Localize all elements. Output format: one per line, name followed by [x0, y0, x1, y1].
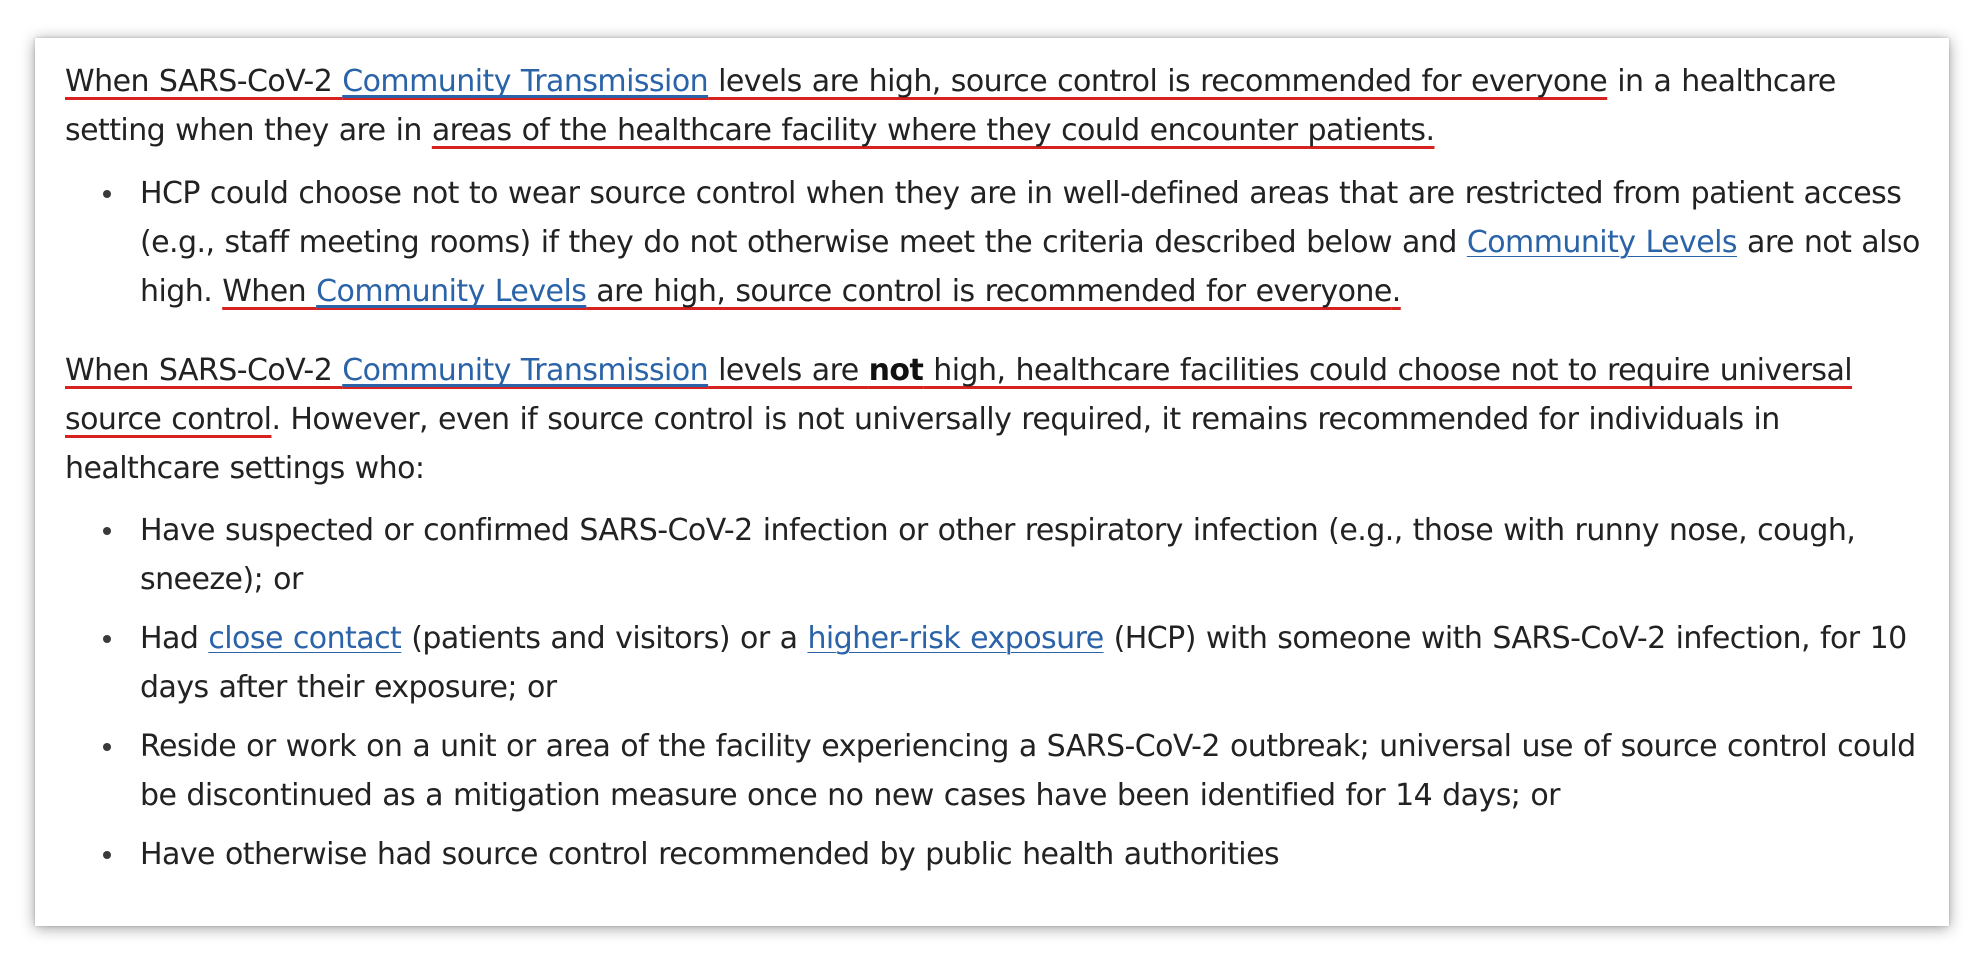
list-item [65, 506, 1925, 604]
list2-item4-text: Have otherwise had source control recommended by public health authorities [140, 837, 1280, 872]
para2-rest: high, healthcare facilities could choose not to require universal source control [65, 353, 1853, 437]
bullet-icon [103, 743, 111, 751]
list2-item2-post: (HCP) with someone with SARS-CoV-2 infection, for 10 days after their exposure; or [140, 621, 1907, 705]
bullet-icon [103, 527, 111, 535]
guidance-content [65, 57, 1925, 889]
bullet-icon [103, 190, 111, 198]
list2-item2-pre: Had [140, 621, 209, 656]
highlighted-statement-community-levels [222, 274, 1401, 309]
bullet-icon [103, 851, 111, 859]
highlighted-statement-patient-areas: areas of the healthcare facility where they could encounter patients. [431, 113, 1435, 148]
hcp-exception-list [65, 169, 1925, 316]
bullet-icon [103, 635, 111, 643]
list2-item1-text: Have suspected or confirmed SARS-CoV-2 infection or other respiratory infection (e.g., those with runny nose, cough, sneeze); or [140, 513, 1856, 597]
para2-levels-are: levels are [708, 353, 869, 388]
list-item [65, 169, 1925, 316]
community-levels-link[interactable]: Community Levels [1466, 225, 1737, 260]
list1-item1-text2: are not also high. [140, 225, 1920, 309]
list1-item1-text3: are high, source control is recommended for everyone [586, 274, 1392, 309]
list-item [65, 830, 1925, 879]
paragraph-not-high-transmission [65, 346, 1925, 493]
para1-prefix: When SARS-CoV-2 [65, 64, 343, 99]
highlighted-statement-everyone [65, 64, 1607, 99]
list-item [65, 722, 1925, 820]
para2-prefix: When SARS-CoV-2 [65, 353, 343, 388]
emphasis-not: not [868, 353, 924, 388]
list2-item2-mid: (patients and visitors) or a [401, 621, 808, 656]
para1-mid2: in a healthcare setting when they are in [65, 64, 1836, 148]
paragraph-high-transmission [65, 57, 1925, 155]
guidance-excerpt-card [35, 38, 1949, 926]
community-transmission-link[interactable]: Community Transmission [342, 64, 709, 99]
close-contact-link[interactable]: close contact [208, 621, 402, 656]
para2-tail: . However, even if source control is not universally required, it remains recommended for individuals in healthcare settings who: [65, 402, 1780, 486]
list1-item1-when: When [222, 274, 317, 309]
source-control-recommended-list [65, 506, 1925, 879]
community-transmission-link-2[interactable]: Community Transmission [342, 353, 709, 388]
list-item [65, 614, 1925, 712]
list1-item1-end: . [1391, 274, 1401, 309]
higher-risk-exposure-link[interactable]: higher-risk exposure [807, 621, 1104, 656]
list1-item1-text1: HCP could choose not to wear source control when they are in well-defined areas that are restricted from patient access (e.g., staff meeting rooms) if they do not otherwise meet the criteria described below and [140, 176, 1902, 260]
list2-item3-text: Reside or work on a unit or area of the facility experiencing a SARS-CoV-2 outbreak; universal use of source control could be discontinued as a mitigation measure once no new cases have been identified for 14 days; or [140, 729, 1916, 813]
para1-mid: levels are high, source control is recommended for everyone [708, 64, 1608, 99]
community-levels-link-2[interactable]: Community Levels [316, 274, 587, 309]
